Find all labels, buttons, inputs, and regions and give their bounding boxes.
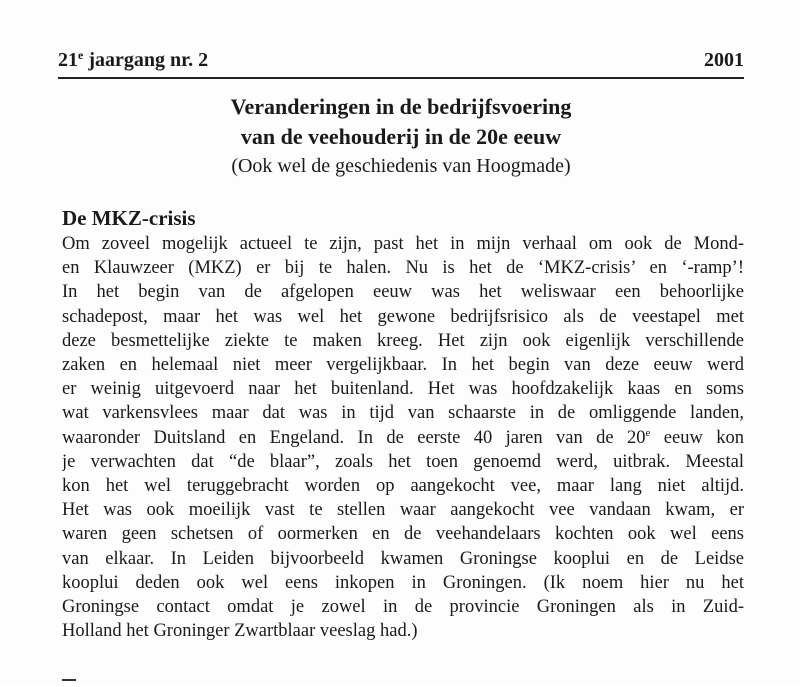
running-header [58,49,744,75]
century-ordinal-suffix: e [645,426,651,439]
issue-number [58,49,208,71]
article-title-block [58,92,744,180]
body-line: deze besmettelijke ziekte te maken kreeg. Het zijn ook eigenlijk verschillende [62,330,744,351]
article-body [62,232,744,643]
body-line: van elkaar. In Leiden bijvoorbeeld kwamen Groningse kooplui en de Leidse [62,548,744,569]
body-line: waren geen schetsen of oormerken en de veehandelaars kochten ook wel eens [62,524,744,545]
body-line: zaken en helemaal niet meer vergelijkbaar. In het begin van deze eeuw werd [62,355,744,376]
body-line: kon het wel teruggebracht worden op aangekocht vee, maar lang niet altijd. [62,476,744,497]
body-line: je verwachten dat “de blaar”, zoals het toen genoemd werd, uitbrak. Meestal [62,451,744,472]
issue-volume: 21 [58,49,78,71]
issue-label: jaargang nr. 2 [83,49,209,71]
body-line: Groningse contact omdat je zowel in de provincie Groningen als in Zuid- [62,597,744,618]
cut-off-glyph [62,679,76,687]
section-heading: De MKZ-crisis [62,206,196,230]
article-title-line-2: van de veehouderij in de 20e eeuw [240,124,562,149]
article-title-line-1: Veranderingen in de bedrijfsvoering [230,94,572,119]
body-line-tail: eeuw kon [650,427,744,448]
header-rule [58,77,744,79]
body-line: er weinig uitgevoerd naar het buitenland. Het was hoofdzakelijk kaas en soms [62,379,744,400]
body-line: Om zoveel mogelijk actueel te zijn, past het in mijn verhaal om ook de Mond- [62,234,744,254]
body-line: In het begin van de afgelopen eeuw was het weliswaar een behoorlijke [62,282,744,303]
issue-year: 2001 [704,49,744,71]
body-line [62,426,744,450]
body-line: schadepost, maar het was wel het gewone bedrijfsrisico als de veestapel met [62,306,744,327]
body-line: kooplui deden ook wel eens inkopen in Groningen. (Ik noem hier nu het [62,572,744,593]
body-line: Holland het Groninger Zwartblaar veeslag had.) [62,621,418,642]
body-line: Het was ook moeilijk vast te stellen waar aangekocht vee vandaan kwam, er [62,500,744,521]
issue-ordinal-suffix: e [78,48,84,62]
body-line-text: waaronder Duitsland en Engeland. In de eerste 40 jaren van de 20 [62,427,646,448]
body-line: wat varkensvlees maar dat was in tijd van schaarste in de omliggende landen, [62,403,744,424]
body-line: en Klauwzeer (MKZ) er bij te halen. Nu is het de ‘MKZ-crisis’ en ‘-ramp’! [62,258,744,279]
article-subtitle: (Ook wel de geschiedenis van Hoogmade) [231,155,571,177]
